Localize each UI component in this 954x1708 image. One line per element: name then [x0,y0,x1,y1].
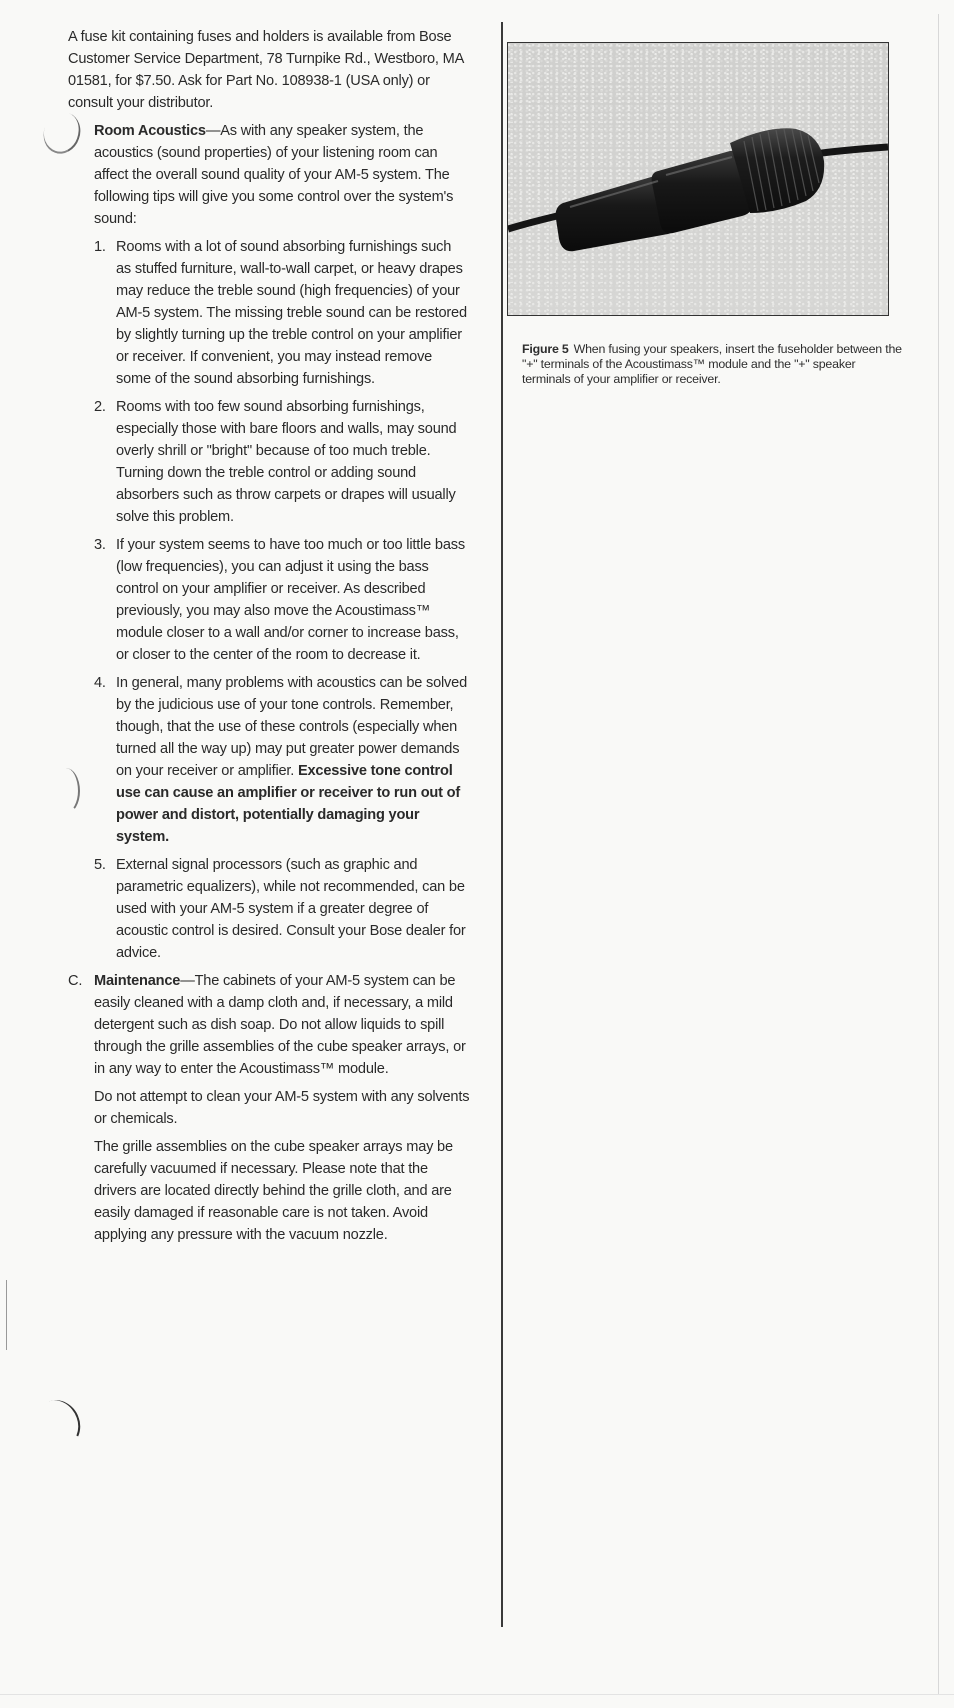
room-acoustics-paragraph [94,120,470,230]
figure-5-caption [522,342,902,387]
list-text: Rooms with too few sound absorbing furnishings, especially those with bare floors and walls, may sound overly shrill or "bright" because of too much treble. Turning down the treble control or adding sound absorbers such as throw carpets or drapes will usually solve this problem. [116,399,457,525]
maintenance-heading: Maintenance [94,973,181,989]
vacuum-paragraph: The grille assemblies on the cube speaker arrays may be carefully vacuumed if necessary. Please note that the drivers are located directly behind the grille cloth, and are easily damaged if reasonable care is not taken. Avoid applying any pressure with the vacuum nozzle. [94,1139,453,1243]
binder-hole-mark [52,768,80,814]
intro-paragraph: A fuse kit containing fuses and holders is available from Bose Customer Service Department, 78 Turnpike Rd., Westboro, MA 01581, for $7.50. Ask for Part No. 108938-1 (USA only) or consult your distributor. [68,29,464,111]
fuseholder-illustration [508,43,888,315]
maintenance-text: —The cabinets of your AM-5 system can be easily cleaned with a damp cloth and, if necessary, a mild detergent such as dish soap. Do not allow liquids to spill through the grille assemblies of the cube speaker arrays, or in any way to enter the Acoustimass™ module. [94,973,466,1077]
acoustics-tips-list [94,236,470,964]
list-text: External signal processors (such as graphic and parametric equalizers), while not recommended, can be used with your AM-5 system if a greater degree of acoustic control is desired. Consult your Bose dealer for advice. [116,857,466,961]
section-letter: C. [68,973,83,989]
list-item [94,854,470,964]
list-item [94,236,470,390]
warning-text: Excessive tone control use can cause an amplifier or receiver to run out of power and distort, potentially damaging your system. [116,763,461,845]
list-number: 2. [94,399,106,415]
bottom-edge-line [0,1694,954,1695]
room-acoustics-heading: Room Acoustics [94,123,206,139]
list-text: If your system seems to have too much or too little bass (low frequencies), you can adjust it using the bass control on your amplifier or receiver. As described previously, you may also move the Acoustimass™ module closer to a wall and/or corner to increase bass, or closer to the center of the room to decrease it. [116,537,465,663]
margin-mark [6,1280,7,1350]
column-divider [501,22,503,1627]
left-column [68,26,470,1252]
list-item [94,672,470,848]
maintenance-paragraph [94,970,470,1080]
room-acoustics-text: —As with any speaker system, the acoustics (sound properties) of your listening room can affect the overall sound quality of your AM-5 system. The following tips will give you some control over the system's sound: [94,123,454,227]
section-maintenance [68,970,470,1246]
list-number: 3. [94,537,106,553]
list-number: 1. [94,239,106,255]
list-number: 5. [94,857,106,873]
list-text: In general, many problems with acoustics can be solved by the judicious use of your tone controls. Remember, though, that the use of these controls (especially when turned all the way up) may put greater power demands on your receiver or amplifier. [116,675,467,779]
figure-5-photo [507,42,889,316]
list-text: Rooms with a lot of sound absorbing furnishings such as stuffed furniture, wall-to-wall carpet, or heavy drapes may reduce the treble sound (high frequencies) of your AM-5 system. The missing treble sound can be restored by slightly turning up the treble control on your amplifier or receiver. If convenient, you may instead remove some of the sound absorbing furnishings. [116,239,467,387]
section-room-acoustics [68,120,470,964]
list-item [94,534,470,666]
list-item [94,396,470,528]
binder-hole-mark [27,1394,87,1457]
page-edge-line [938,14,939,1694]
solvents-paragraph: Do not attempt to clean your AM-5 system with any solvents or chemicals. [94,1089,470,1127]
figure-label: Figure 5 [522,342,569,356]
figure-caption-text: When fusing your speakers, insert the fuseholder between the "+" terminals of the Acoustimass™ module and the "+" speaker terminals of your amplifier or receiver. [522,342,902,386]
list-number: 4. [94,675,106,691]
